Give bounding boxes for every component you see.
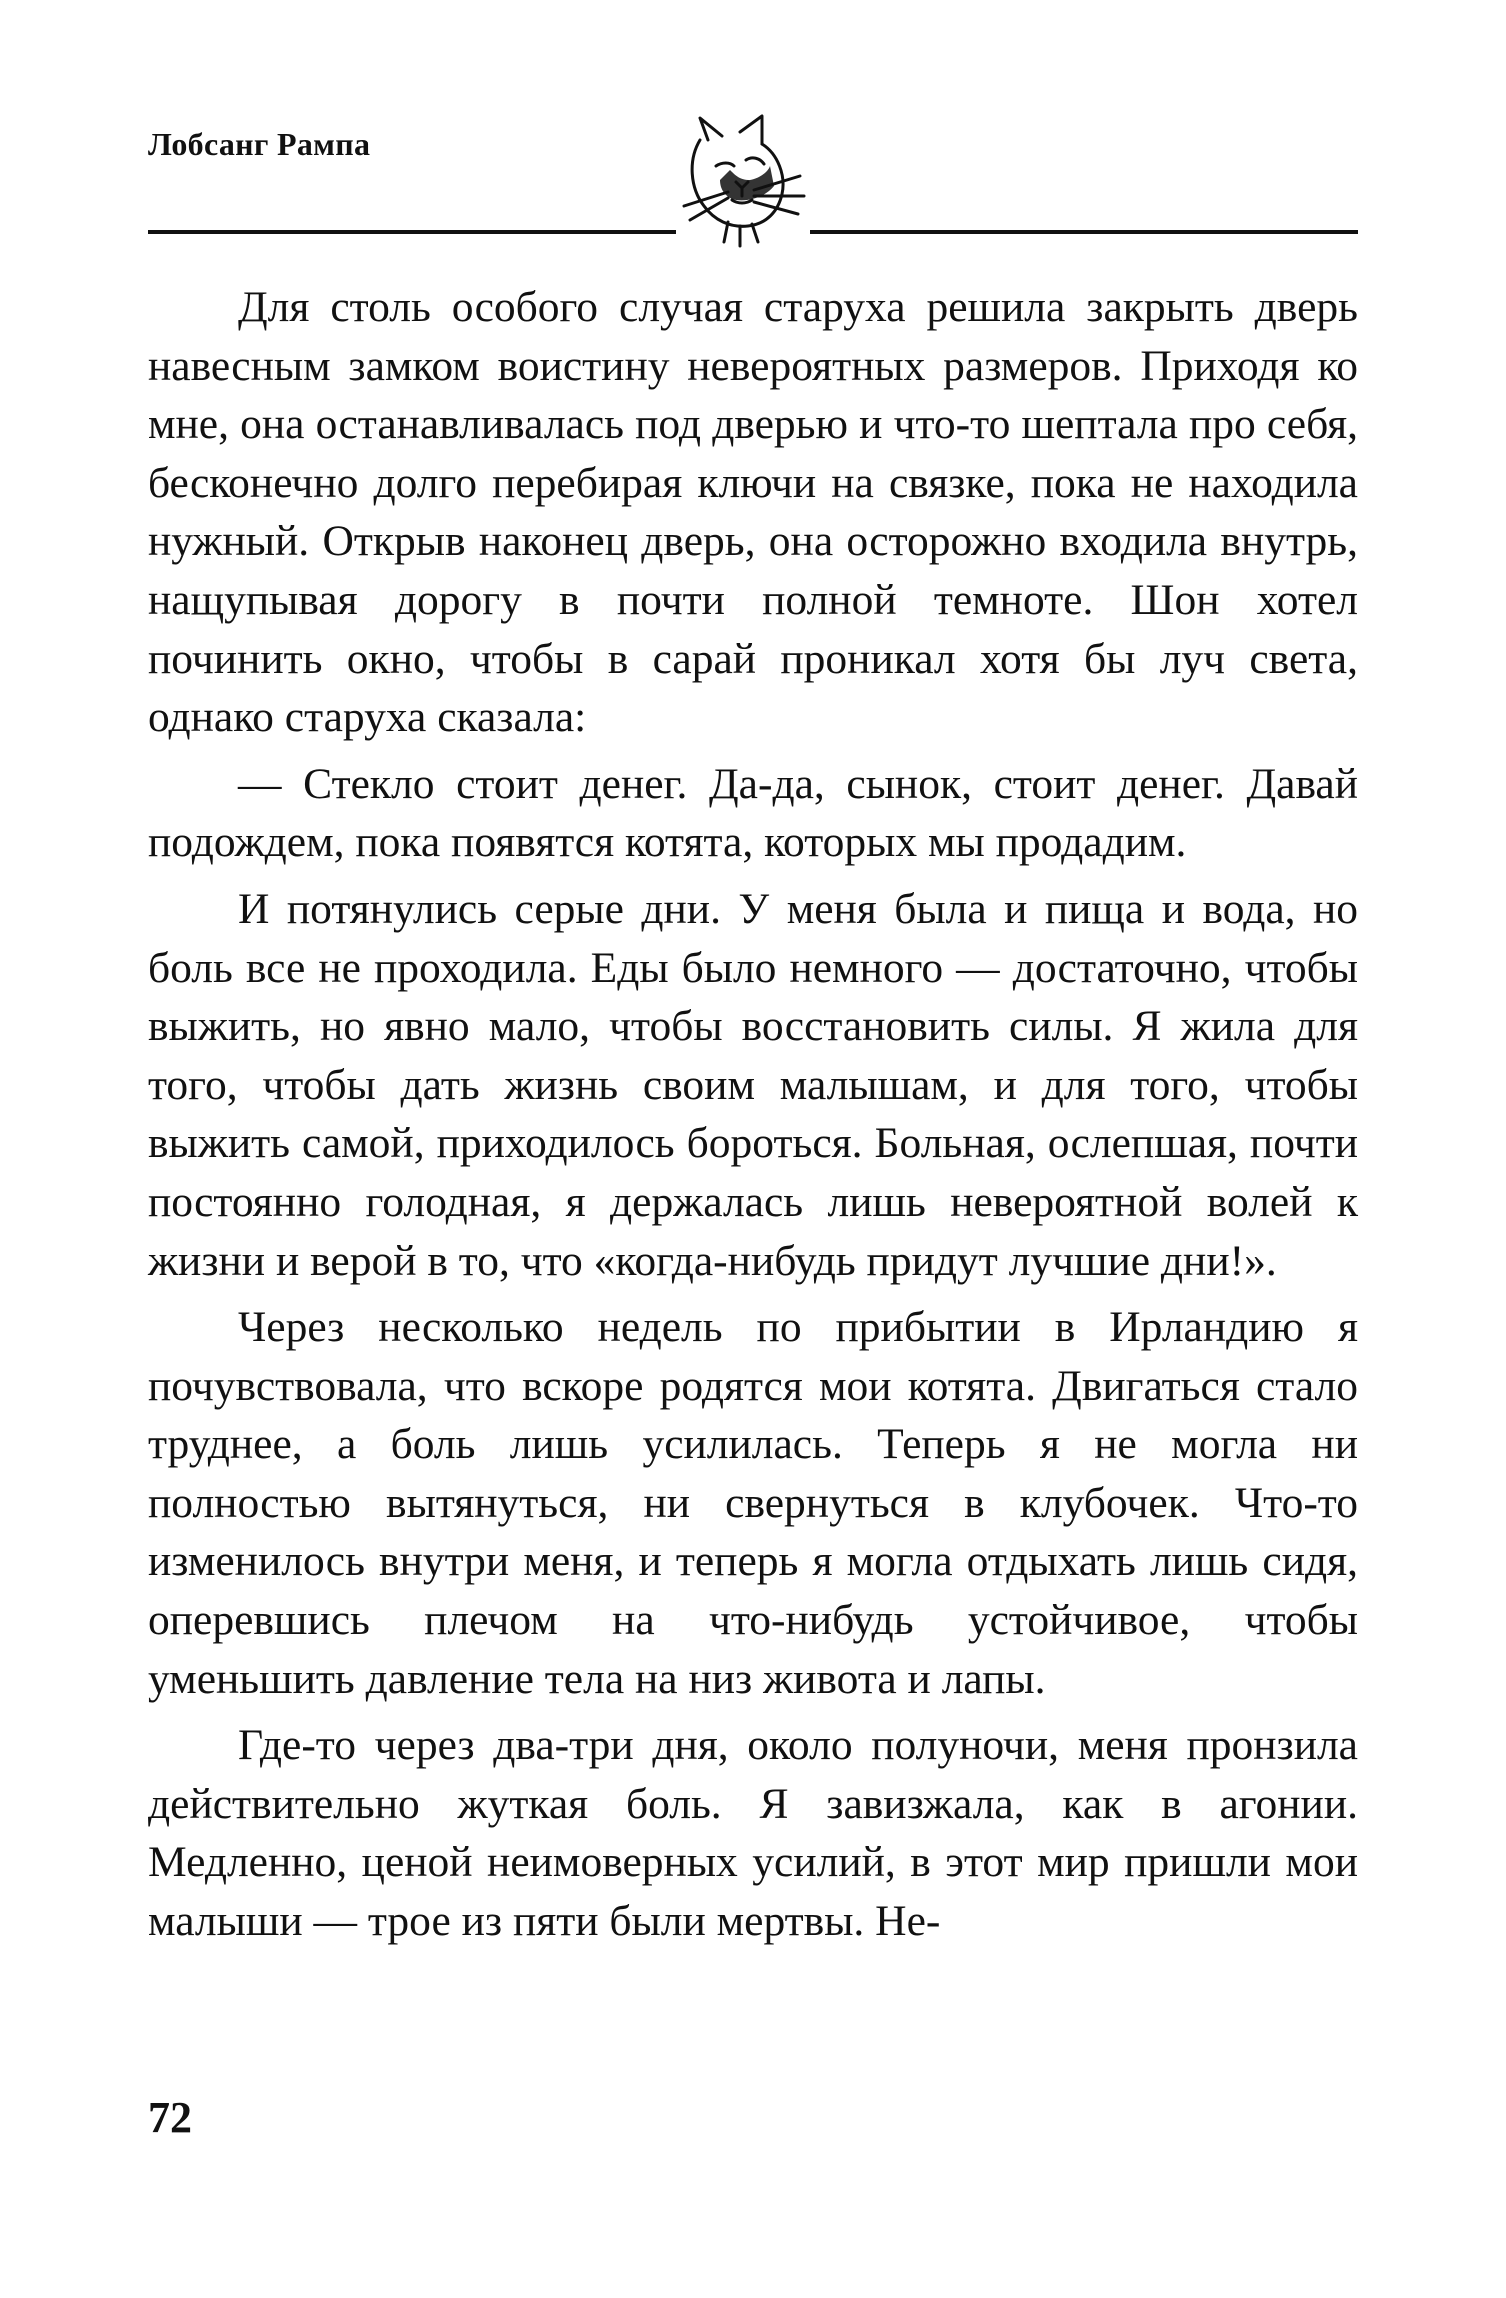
cat-head-icon (670, 110, 820, 250)
page-number: 72 (148, 2093, 192, 2142)
paragraph: Где-то через два-три дня, около полуночи, меня пронзила действительно жуткая боль. Я завизжала, как в агонии. Медленно, ценой неимоверных усилий, в этот мир пришли мои малыши — трое из пяти были мертвы. Не- (148, 1721, 1358, 1946)
paragraph: — Стекло стоит денег. Да-да, сынок, стоит денег. Давай подождем, пока появятся котята, которых мы продадим. (148, 759, 1358, 867)
paragraph: Через несколько недель по прибытии в Ирландию я почувствовала, что вскоре родятся мои котята. Двигаться стало труднее, а боль лишь усилилась. Теперь я не могла ни полностью вытянуться, ни свернуться в клубочек. Что-то изменилось внутри меня, и теперь я могла отдыхать лишь сидя, оперевшись плечом на что-нибудь устойчивое, чтобы уменьшить давление тела на низ живота и лапы. (148, 1303, 1358, 1703)
header-rule-right (810, 230, 1358, 234)
header-rule-left (148, 230, 676, 234)
paragraph: Для столь особого случая старуха решила закрыть дверь навесным замком воистину невероятных размеров. Приходя ко мне, она останавливалась под дверью и что-то шептала про себя, бесконечно долго перебирая ключи на связке, пока не находила нужный. Открыв наконец дверь, она осторожно входила внутрь, нащупывая дорогу в почти полной темноте. Шон хотел починить окно, чтобы в сарай проникал хотя бы луч света, однако старуха сказала: (148, 283, 1358, 742)
running-head: Лобсанг Рампа (148, 126, 371, 162)
paragraph: И потянулись серые дни. У меня была и пища и вода, но боль все не проходила. Еды было немного — достаточно, чтобы выжить, но явно мало, чтобы восстановить силы. Я жила для того, чтобы дать жизнь своим малышам, и для того, чтобы выжить самой, приходилось бороться. Больная, ослепшая, почти постоянно голодная, я держалась лишь невероятной волей к жизни и верой в то, что «когда-нибудь придут лучшие дни!». (148, 884, 1358, 1285)
body-text (148, 278, 1358, 1959)
